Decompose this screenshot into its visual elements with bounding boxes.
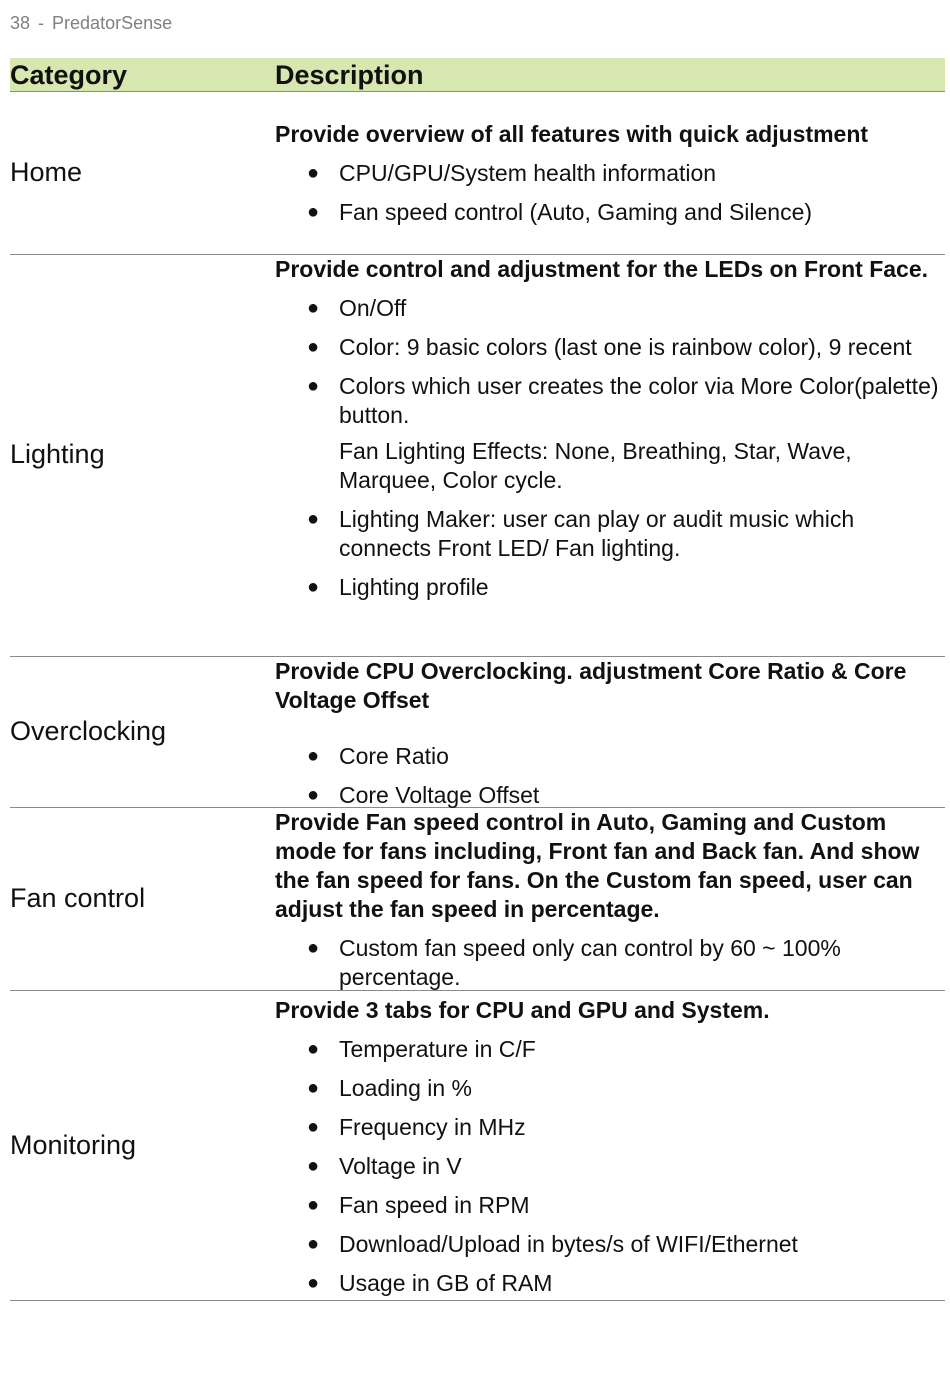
- bullet-icon: ●: [307, 1194, 320, 1216]
- category-cell: Home: [10, 157, 83, 187]
- category-cell: Monitoring: [10, 1130, 137, 1160]
- list-item: ● Frequency in MHz: [307, 1114, 526, 1140]
- list-item: ● Colors which user creates the color via More Color(palette) button.: [307, 373, 939, 428]
- bullet-list: [275, 159, 943, 227]
- bullet-icon: ●: [307, 784, 320, 806]
- description-column-header: Description: [275, 60, 424, 90]
- description-cell: [275, 657, 943, 810]
- bullet-list: [275, 1035, 943, 1298]
- bullet-list: [275, 934, 947, 992]
- category-cell: Fan control: [10, 883, 146, 913]
- bullet-icon: ●: [307, 1038, 320, 1060]
- list-item: ● Voltage in V: [307, 1153, 462, 1179]
- row-intro: Provide control and adjustment for the LEDs on Front Face.: [275, 256, 929, 282]
- list-item: ● Color: 9 basic colors (last one is rainbow color), 9 recent: [307, 334, 912, 360]
- page-header-title: PredatorSense: [52, 13, 173, 33]
- bullet-icon: ●: [307, 336, 320, 358]
- table-row-overclocking: [10, 657, 945, 808]
- category-cell: Overclocking: [10, 716, 167, 746]
- description-cell: [275, 996, 943, 1298]
- bullet-icon: ●: [307, 1077, 320, 1099]
- table-row-fan-control: [10, 808, 945, 991]
- bullet-icon: ●: [307, 576, 320, 598]
- table-row-home: [10, 92, 945, 255]
- bullet-icon: ●: [307, 1233, 320, 1255]
- description-cell: [275, 120, 943, 227]
- list-note: Fan Lighting Effects: None, Breathing, Star, Wave, Marquee, Color cycle.: [339, 438, 852, 493]
- list-item: ● Lighting profile: [307, 574, 489, 600]
- row-intro: Provide CPU Overclocking. adjustment Core Ratio & Core Voltage Offset: [275, 658, 907, 713]
- bullet-icon: ●: [307, 375, 320, 397]
- list-item: ● Usage in GB of RAM: [307, 1270, 553, 1296]
- header-separator: -: [38, 13, 45, 33]
- list-item: ● Lighting Maker: user can play or audit music which connects Front LED/ Fan lighting.: [307, 506, 855, 561]
- category-column-header: Category: [10, 60, 128, 90]
- page-number: 38: [10, 13, 31, 33]
- bullet-list: [275, 294, 943, 602]
- bullet-icon: ●: [307, 297, 320, 319]
- list-item: ● Download/Upload in bytes/s of WIFI/Ethernet: [307, 1231, 798, 1257]
- table-row-lighting: [10, 255, 945, 657]
- bullet-icon: ●: [307, 745, 320, 767]
- bullet-icon: ●: [307, 1272, 320, 1294]
- row-intro: Provide Fan speed control in Auto, Gaming and Custom mode for fans including, Front fan and Back fan. And show the fan speed for fans. On the Custom fan speed, user can adjust the fan speed in percentage.: [275, 809, 920, 922]
- list-item: ● On/Off: [307, 295, 407, 321]
- table-row-monitoring: [10, 991, 945, 1301]
- bullet-list: [275, 742, 943, 810]
- table-header: [10, 58, 945, 92]
- list-item: ● Fan speed in RPM: [307, 1192, 530, 1218]
- bullet-icon: ●: [307, 162, 320, 184]
- bullet-icon: ●: [307, 508, 320, 530]
- list-item: ● Custom fan speed only can control by 60 ~ 100% percentage.: [307, 935, 841, 990]
- list-item: ● Fan speed control (Auto, Gaming and Silence): [307, 199, 813, 225]
- list-item: ● Temperature in C/F: [307, 1036, 536, 1062]
- row-intro: Provide 3 tabs for CPU and GPU and System.: [275, 997, 770, 1023]
- description-cell: [275, 255, 943, 602]
- page-header: [10, 13, 172, 34]
- bullet-icon: ●: [307, 1116, 320, 1138]
- bullet-icon: ●: [307, 201, 320, 223]
- description-cell: [275, 808, 947, 992]
- list-item: ● Core Ratio: [307, 743, 449, 769]
- bullet-icon: ●: [307, 937, 320, 959]
- list-item: ● Loading in %: [307, 1075, 472, 1101]
- bullet-icon: ●: [307, 1155, 320, 1177]
- list-item: ● Core Voltage Offset: [307, 782, 540, 808]
- row-intro: Provide overview of all features with quick adjustment: [275, 121, 869, 147]
- category-cell: Lighting: [10, 439, 105, 469]
- list-item: ● CPU/GPU/System health information: [307, 160, 717, 186]
